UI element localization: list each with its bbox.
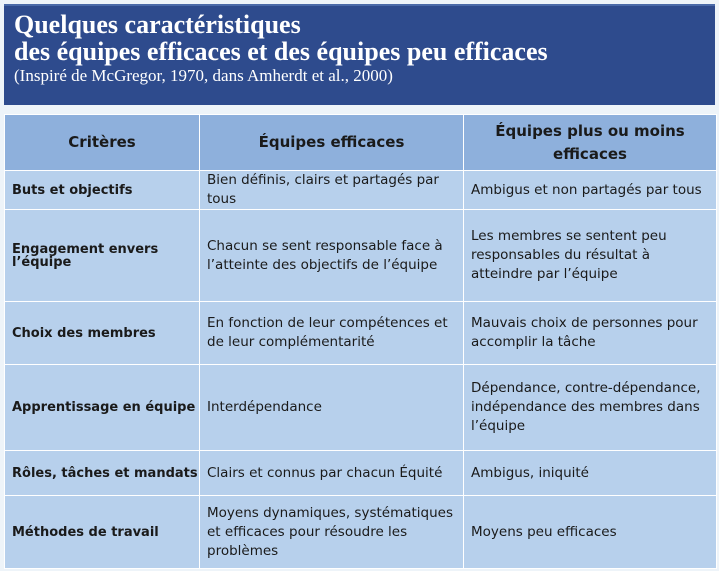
criteria-cell: Choix des membres xyxy=(5,302,200,365)
effective-cell: En fonction de leur compétences et de leur complémentarité xyxy=(200,302,464,365)
page-subtitle: (Inspiré de McGregor, 1970, dans Amherdt et al., 2000) xyxy=(14,66,393,85)
effective-cell: Chacun se sent responsable face à l’atteinte des objectifs de l’équipe xyxy=(200,210,464,302)
criteria-cell: Buts et objectifs xyxy=(5,171,200,210)
less-effective-cell: Dépendance, contre-dépendance, indépendance des membres dans l’équipe xyxy=(464,365,717,451)
less-effective-cell: Ambigus, iniquité xyxy=(464,451,717,496)
table-row xyxy=(5,496,717,569)
criteria-cell: Méthodes de travail xyxy=(5,496,200,569)
title-banner xyxy=(4,4,715,105)
less-effective-cell: Ambigus et non partagés par tous xyxy=(464,171,717,210)
effective-cell: Clairs et connus par chacun Équité xyxy=(200,451,464,496)
table-row xyxy=(5,365,717,451)
column-header-equipes-efficaces: Équipes efficaces xyxy=(200,115,464,171)
effective-cell: Bien définis, clairs et partagés par tous xyxy=(200,171,464,210)
less-effective-cell: Moyens peu efficaces xyxy=(464,496,717,569)
page-title-line1: Quelques caractéristiques xyxy=(14,10,301,39)
criteria-cell: Rôles, tâches et mandats xyxy=(5,451,200,496)
less-effective-cell: Mauvais choix de personnes pour accomplir la tâche xyxy=(464,302,717,365)
criteria-cell: Engagement envers l’équipe xyxy=(5,210,200,302)
table-row xyxy=(5,210,717,302)
table-header-row xyxy=(5,115,717,171)
column-header-equipes-peu-efficaces: Équipes plus ou moins efficaces xyxy=(464,115,717,171)
effective-cell: Interdépendance xyxy=(200,365,464,451)
effective-cell: Moyens dynamiques, systématiques et efficaces pour résoudre les problèmes xyxy=(200,496,464,569)
page-title-line2: des équipes efficaces et des équipes peu efficaces xyxy=(14,37,548,66)
table-row xyxy=(5,302,717,365)
table-row xyxy=(5,171,717,210)
column-header-criteres: Critères xyxy=(5,115,200,171)
table-row xyxy=(5,451,717,496)
criteria-cell: Apprentissage en équipe xyxy=(5,365,200,451)
characteristics-table xyxy=(4,114,717,569)
less-effective-cell: Les membres se sentent peu responsables du résultat à atteindre par l’équipe xyxy=(464,210,717,302)
